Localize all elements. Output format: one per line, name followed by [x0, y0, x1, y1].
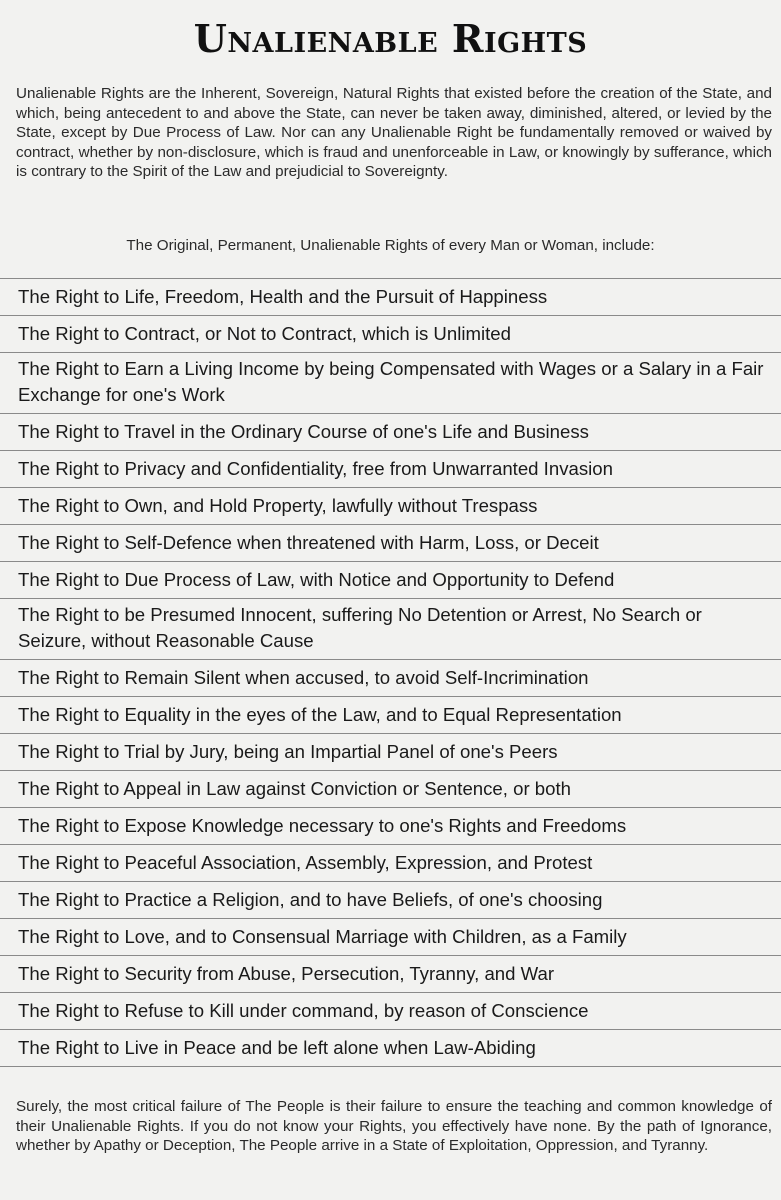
list-item: The Right to Love, and to Consensual Marriage with Children, as a Family	[0, 919, 781, 956]
list-item: The Right to Remain Silent when accused, to avoid Self-Incrimination	[0, 660, 781, 697]
closing-paragraph: Surely, the most critical failure of The People is their failure to ensure the teaching and common knowledge of their Unalienable Rights. If you do not know your Rights, you effectively have none. By the path of Ignorance, whether by Apathy or Deception, The People arrive in a State of Exploitation, Oppression, and Tyranny.	[16, 1098, 772, 1154]
list-item: The Right to be Presumed Innocent, suffering No Detention or Arrest, No Search or Seizure, without Reasonable Cause	[0, 599, 781, 660]
list-item: The Right to Earn a Living Income by being Compensated with Wages or a Salary in a Fair Exchange for one's Work	[0, 353, 781, 414]
list-item: The Right to Travel in the Ordinary Course of one's Life and Business	[0, 414, 781, 451]
list-item: The Right to Life, Freedom, Health and the Pursuit of Happiness	[0, 279, 781, 316]
list-item: The Right to Due Process of Law, with Notice and Opportunity to Defend	[0, 562, 781, 599]
list-item: The Right to Appeal in Law against Conviction or Sentence, or both	[0, 771, 781, 808]
list-item: The Right to Privacy and Confidentiality, free from Unwarranted Invasion	[0, 451, 781, 488]
list-item: The Right to Refuse to Kill under command, by reason of Conscience	[0, 993, 781, 1030]
rights-list	[0, 278, 781, 1067]
intro-paragraph: Unalienable Rights are the Inherent, Sovereign, Natural Rights that existed before the creation of the State, and which, being antecedent to and above the State, can never be taken away, diminished, altered, or levied by the State, except by Due Process of Law. Nor can any Unalienable Right be fundamentally removed or waived by contract, whether by non-disclosure, which is fraud and unenforceable in Law, or knowingly by sufferance, which is contrary to the Spirit of the Law and prejudicial to Sovereignty.	[16, 85, 772, 181]
list-item: The Right to Equality in the eyes of the Law, and to Equal Representation	[0, 697, 781, 734]
list-item: The Right to Peaceful Association, Assembly, Expression, and Protest	[0, 845, 781, 882]
list-item: The Right to Expose Knowledge necessary to one's Rights and Freedoms	[0, 808, 781, 845]
page-title: Unalienable Rights	[193, 16, 588, 61]
list-lead-text: The Original, Permanent, Unalienable Rights of every Man or Woman, include:	[126, 237, 655, 254]
list-item: The Right to Contract, or Not to Contract, which is Unlimited	[0, 316, 781, 353]
list-item: The Right to Practice a Religion, and to have Beliefs, of one's choosing	[0, 882, 781, 919]
list-item: The Right to Self-Defence when threatened with Harm, Loss, or Deceit	[0, 525, 781, 562]
list-item: The Right to Live in Peace and be left alone when Law-Abiding	[0, 1030, 781, 1067]
list-item: The Right to Trial by Jury, being an Impartial Panel of one's Peers	[0, 734, 781, 771]
list-item: The Right to Own, and Hold Property, lawfully without Trespass	[0, 488, 781, 525]
list-item: The Right to Security from Abuse, Persecution, Tyranny, and War	[0, 956, 781, 993]
